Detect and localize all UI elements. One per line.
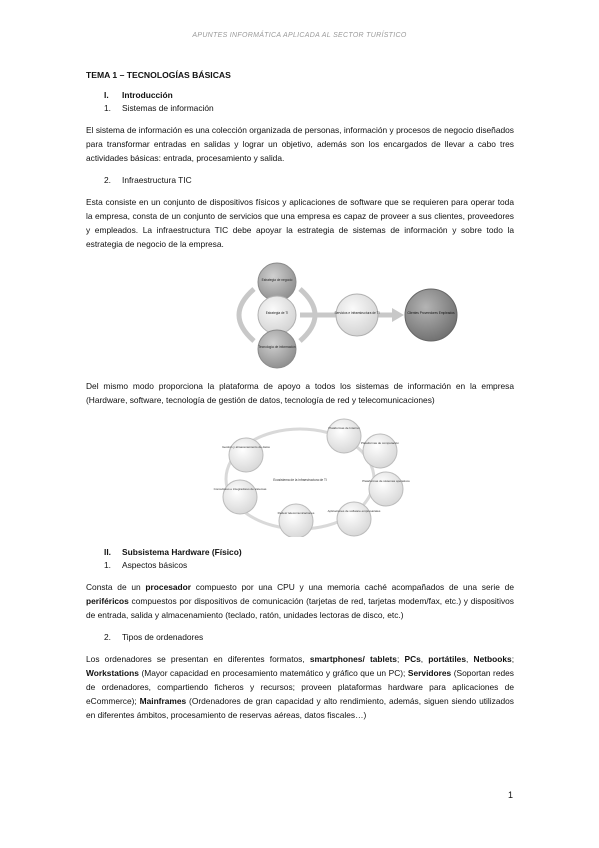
paragraph-infraestructura-tic: Esta consiste en un conjunto de dispositivos físicos y aplicaciones de software que se requieren para operar toda la empresa, consta de un conjunto de servicios que una empresa es capaz de proveer a sus clientes, proveedores y empleados. La infraestructura TIC debe apoyar la estrategia de sistemas de información y sobre todo la estrategia de negocio de la empresa.: [86, 197, 514, 249]
figure-infrastructure-diagram: [86, 261, 514, 369]
subsection-heading-4: [104, 632, 514, 642]
chapter-title: TEMA 1 – TECNOLOGÍAS BÁSICAS: [86, 70, 231, 80]
text-run: (Soportan redes de ordenadores, compartiendo ficheros y recursos; proveen plataformas hardware para aplicaciones de eCommerce);: [86, 668, 514, 706]
section-heading-2: [104, 547, 514, 557]
subsection-number: 1.: [104, 560, 111, 570]
section-label: Subsistema Hardware (Físico): [122, 547, 242, 557]
ecosystem-node-aplicaciones: Aplicaciones de software empresariales: [327, 509, 381, 513]
subsection-label: Sistemas de información: [122, 103, 214, 113]
text-run: ,: [466, 654, 474, 664]
bold-term-servidores: Servidores: [407, 668, 452, 678]
ecosystem-node-datos: Gestión y almacenamiento de datos: [222, 445, 270, 449]
subsection-heading-3: [104, 560, 514, 570]
ecosystem-node-internet: Plataformas de Internet: [328, 426, 360, 430]
ecosystem-center-label: Ecosistema de la infraestructura de TI: [273, 478, 327, 482]
bold-term-workstations: Workstations: [86, 668, 139, 678]
bold-term-mainframes: Mainframes: [139, 696, 187, 706]
text-run: (Ordenadores de gran capacidad y alto rendimiento, además, siguen siendo utilizados en diferentes ámbitos, procesamiento de reservas aéreas, datos fiscales…): [86, 696, 514, 720]
page-content: [86, 70, 514, 732]
subsection-label: Aspectos básicos: [122, 560, 188, 570]
ecosystem-node-computacion: Plataformas de computación: [360, 441, 400, 445]
ecosystem-node-redes: Redes/ telecomunicaciones: [277, 511, 315, 515]
subsection-number: 1.: [104, 103, 111, 113]
infrastructure-diagram: [86, 261, 514, 369]
bold-term-portatiles: portátiles: [428, 654, 466, 664]
paragraph-sistemas-informacion: El sistema de información es una colección organizada de personas, información y procesos de negocio diseñados para transformar entradas en salidas y lograr un objetivo, además son los encargados de llevar a cabo tres actividades básicas: entrada, procesamiento y salida.: [86, 125, 514, 163]
diagram-node-tecnologia-informacion: Tecnología de información: [258, 345, 296, 349]
text-run: ;: [396, 654, 405, 664]
diagram-node-servicios-infraestructura: Servicios e infraestructura de TI: [334, 311, 380, 315]
section-label: Introducción: [122, 90, 173, 100]
section-number: II.: [104, 547, 111, 557]
bold-term-smartphones: smartphones/ tablets: [309, 654, 397, 664]
diagram-node-clientes: Clientes Proveedores Empleados: [407, 311, 455, 315]
text-run: Consta de un: [86, 582, 146, 592]
subsection-number: 2.: [104, 632, 111, 642]
diagram-node-estrategia-ti: Estrategia de TI: [265, 311, 289, 315]
bold-term-netbooks: Netbooks: [473, 654, 512, 664]
subsection-number: 2.: [104, 175, 111, 185]
text-run: (Mayor capacidad en procesamiento matemático y gráfico que un PC);: [138, 668, 408, 678]
subsection-heading-2: [104, 175, 514, 185]
subsection-label: Infraestructura TIC: [122, 175, 192, 185]
ecosystem-diagram: [86, 417, 514, 537]
page-number: 1: [508, 790, 514, 800]
section-number: I.: [104, 90, 109, 100]
subsection-heading-1: [104, 103, 514, 113]
running-header: APUNTES INFORMÁTICA APLICADA AL SECTOR TURÍSTICO: [192, 32, 407, 39]
diagram-node-estrategia-negocio: Estrategia de negocio: [261, 278, 293, 282]
text-run: ;: [511, 654, 515, 664]
ecosystem-node-consultores: Consultores e integradores de sistemas: [213, 487, 267, 491]
text-run: ,: [420, 654, 429, 664]
text-run: compuestos por dispositivos de comunicación (tarjetas de red, tarjetas modem/fax, etc.) y dispositivos de entrada, salida y almacenamiento (teclado, ratón, unidades lectoras de disco, etc.): [86, 596, 514, 620]
paragraph-plataforma-apoyo: Del mismo modo proporciona la plataforma de apoyo a todos los sistemas de información en la empresa (Hardware, software, tecnología de gestión de datos, tecnología de red y telecomunicaciones): [86, 381, 514, 405]
section-heading-1: [104, 90, 514, 100]
bold-term-perifericos: periféricos: [86, 596, 129, 606]
bold-term-pcs: PCs: [404, 654, 421, 664]
bold-term-procesador: procesador: [145, 582, 192, 592]
paragraph-tipos-ordenadores: [86, 652, 514, 722]
text-run: Los ordenadores se presentan en diferentes formatos,: [86, 654, 310, 664]
ecosystem-node-sistemas-operativos: Plataformas de sistemas operativos: [362, 479, 410, 483]
paragraph-aspectos-basicos: [86, 580, 514, 622]
subsection-label: Tipos de ordenadores: [122, 632, 204, 642]
figure-ecosystem-diagram: [86, 417, 514, 537]
text-run: compuesto por una CPU y una memoria caché acompañados de una serie de: [191, 582, 514, 592]
